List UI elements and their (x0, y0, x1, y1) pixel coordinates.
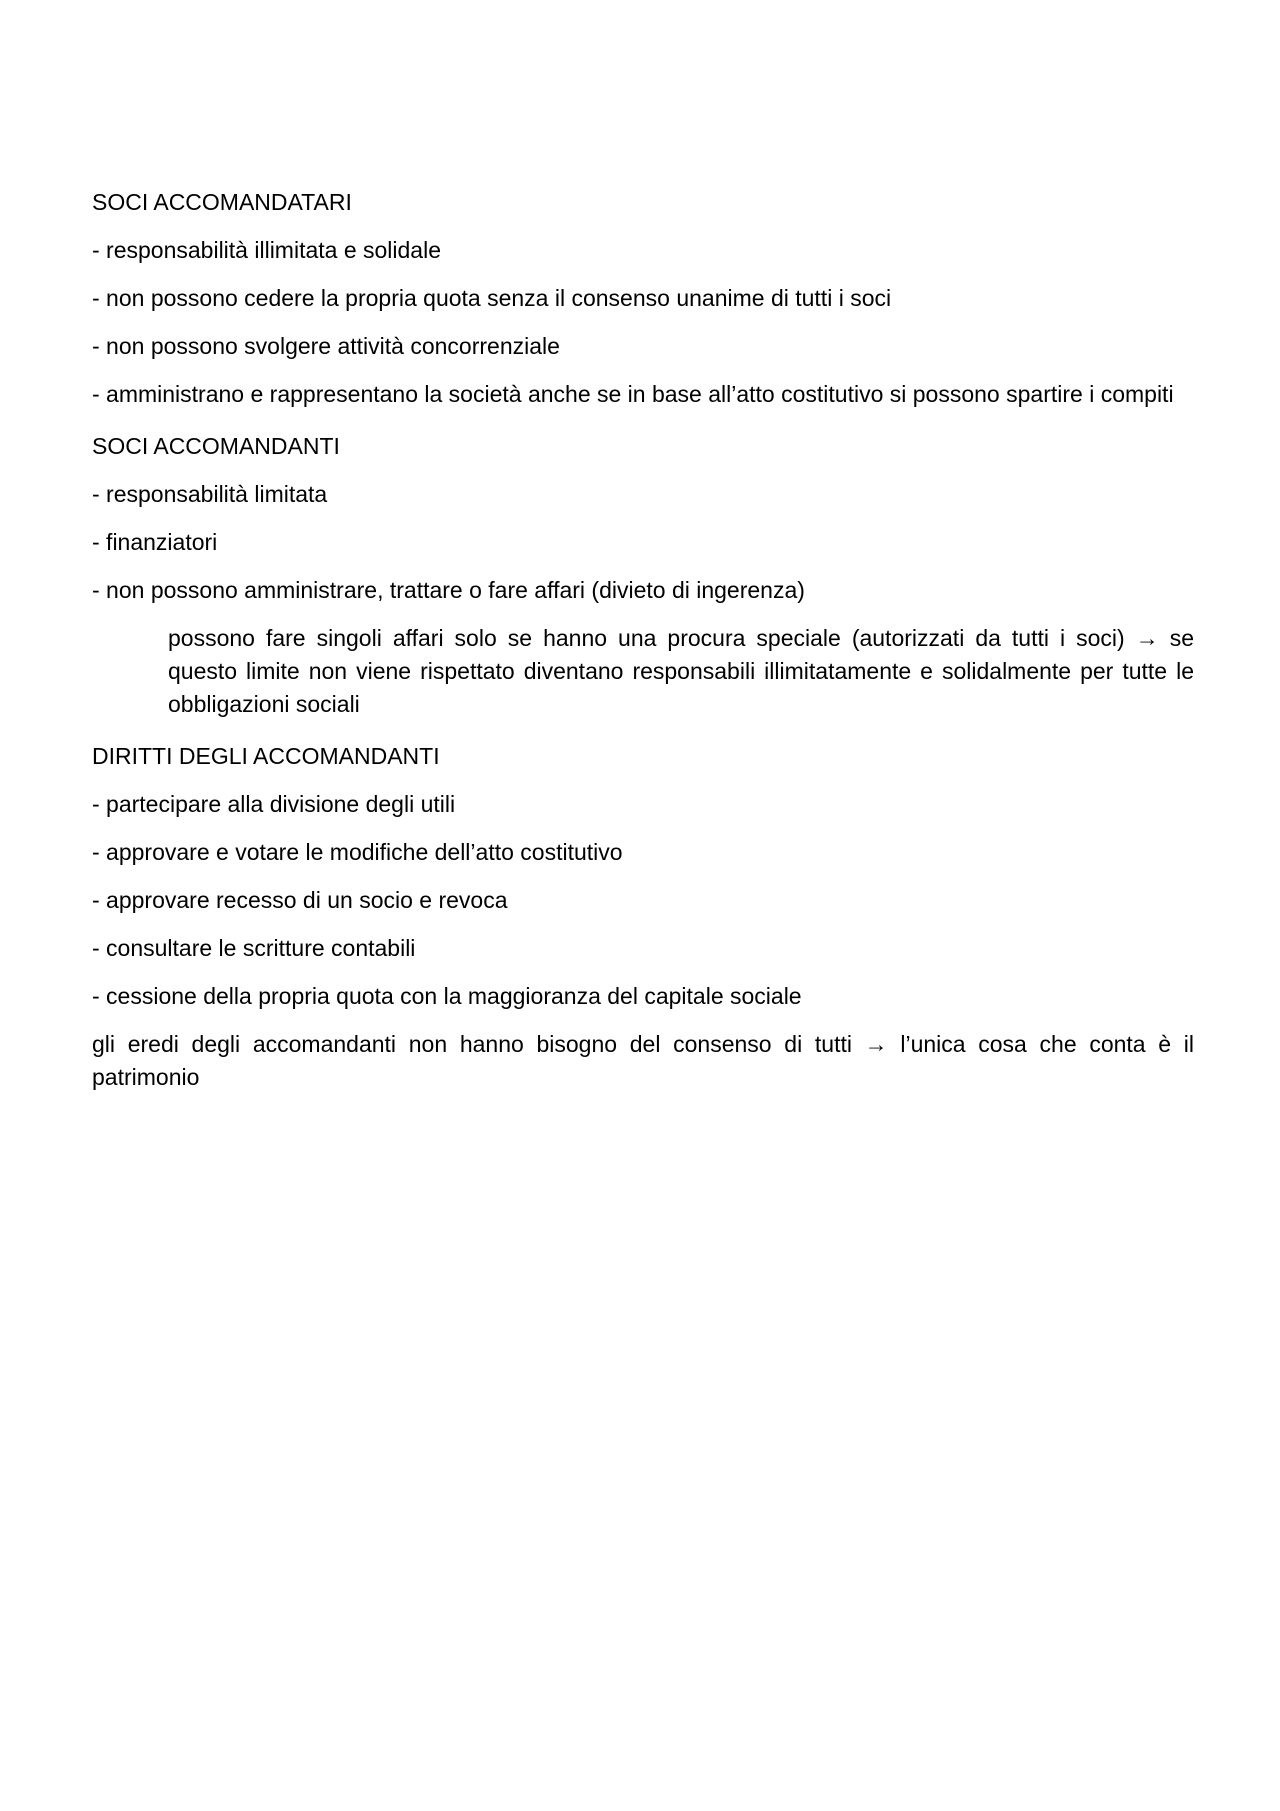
section-heading: DIRITTI DEGLI ACCOMANDANTI (92, 743, 440, 769)
list-item: - non possono svolgere attività concorrenziale (92, 333, 560, 359)
list-item: - non possono cedere la propria quota senza il consenso unanime di tutti i soci (92, 285, 892, 311)
section-heading: SOCI ACCOMANDANTI (92, 433, 340, 459)
list-item: - amministrano e rappresentano la società anche se in base all’atto costitutivo si possono spartire i compiti (92, 381, 1174, 407)
closing-note: gli eredi degli accomandanti non hanno bisogno del consenso di tutti → l’unica cosa che conta è il patrimonio (92, 1031, 1194, 1090)
section-soci-accomandanti (92, 430, 1194, 721)
section-diritti-accomandanti (92, 740, 1194, 1094)
list-item: - responsabilità limitata (92, 481, 328, 507)
document-body (92, 186, 1194, 1113)
list-item: - responsabilità illimitata e solidale (92, 237, 441, 263)
list-item: - partecipare alla divisione degli utili (92, 791, 456, 817)
indented-note: possono fare singoli affari solo se hanno una procura speciale (autorizzati da tutti i soci) → se questo limite non viene rispettato diventano responsabili illimitatamente e solidalmente per tutte le obbligazioni sociali (168, 625, 1194, 717)
list-item: - consultare le scritture contabili (92, 935, 416, 961)
section-soci-accomandatari (92, 186, 1194, 411)
list-item: - non possono amministrare, trattare o fare affari (divieto di ingerenza) (92, 577, 805, 603)
list-item: - finanziatori (92, 529, 218, 555)
list-item: - cessione della propria quota con la maggioranza del capitale sociale (92, 983, 802, 1009)
list-item: - approvare e votare le modifiche dell’atto costitutivo (92, 839, 623, 865)
section-heading: SOCI ACCOMANDATARI (92, 189, 352, 215)
list-item: - approvare recesso di un socio e revoca (92, 887, 508, 913)
